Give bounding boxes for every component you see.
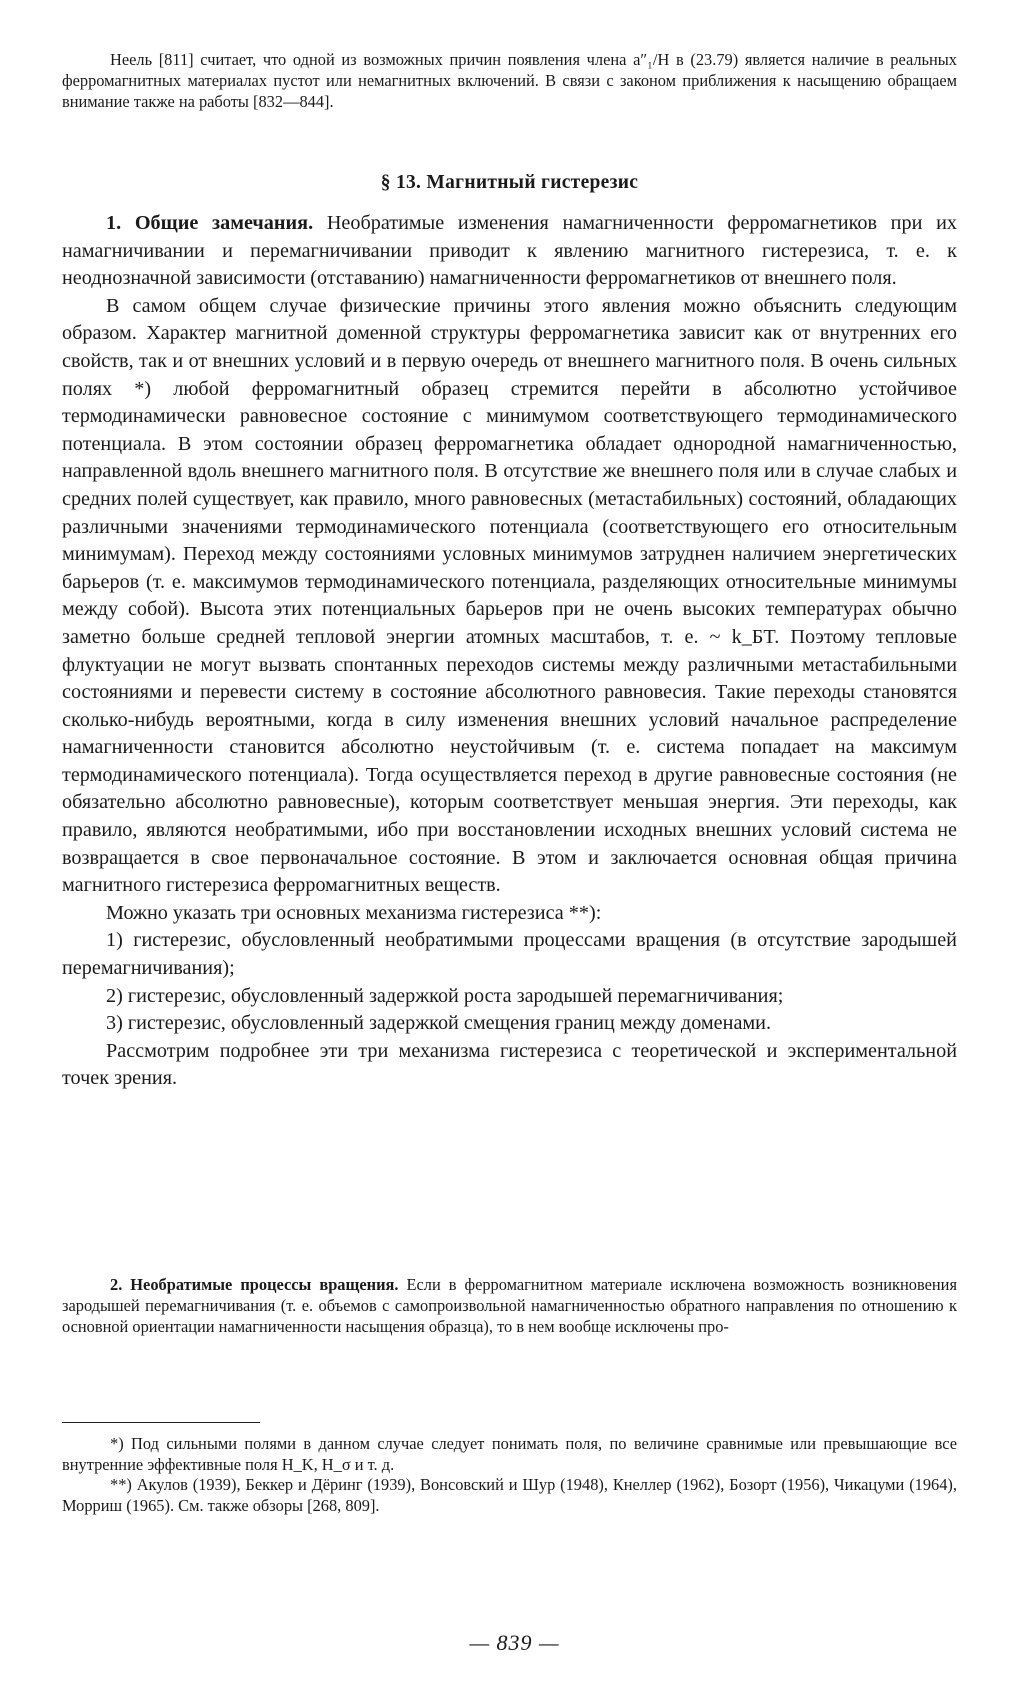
list-item: 3) гистерезис, обусловленный задержкой смещения границ между доменами.	[106, 1012, 772, 1035]
footnote: *) Под сильными полями в данном случае следует понимать поля, по величине сравнимые или превышающие все внутренние эффективные поля H_K, H_σ и т. д.	[62, 1434, 957, 1474]
paragraph: В самом общем случае физические причины этого явления можно объяснить следующим образом. Характер магнитной доменной структуры ферромагнетика зависит как от внутренних его свойств, так и от внешних условий и в первую очередь от внешнего магнитного поля. В очень сильных полях *) любой ферромагнитный образец стремится перейти в абсолютно устойчивое термодинамически равновесное состояние с минимумом соответствующего термодинамического потенциала. В этом состоянии образец ферромагнетика обладает однородной намагниченностью, направленной вдоль внешнего магнитного поля. В отсутствие же внешнего поля или в случае слабых и средних полей существует, как правило, много равновесных (метастабильных) состояний, обладающих различными значениями термодинамического потенциала (соответствующего его относительным минимумам). Переход между состояниями условных минимумов затруднен наличием энергетических барьеров (т. е. максимумов термодинамического потенциала, разделяющих относительные минимумы между собой). Высота этих потенциальных барьеров при не очень высоких температурах обычно заметно больше средней тепловой энергии атомных масштабов, т. е. ~ k_БT. Поэтому тепловые флуктуации не могут вызвать спонтанных переходов системы между различными метастабильными состояниями и перевести систему в состояние абсолютного равновесия. Такие переходы становятся сколько-нибудь вероятными, когда в силу изменения внешних условий начальное распределение намагниченности становится абсолютно неустойчивым (т. е. система попадает на максимум термодинамического потенциала). Тогда осуществляется переход в другие равновесные состояния (не обязательно абсолютно равновесные), которым соответствует меньшая энергия. Эти переходы, как правило, являются необратимыми, ибо при восстановлении исходных внешних условий система не возвращается в свое первоначальное состояние. В этом и заключается основная общая причина магнитного гистерезиса ферромагнитных веществ.	[62, 294, 957, 897]
paragraph: Рассмотрим подробнее эти три механизма гистерезиса с теоретической и экспериментальной точек зрения.	[62, 1039, 957, 1090]
footnote-separator	[62, 1422, 260, 1423]
subsection-2-text: Если в ферромагнитном материале исключена возможность возникновения зародышей перемагничивания (т. е. объемов с самопроизвольной намагниченностью обратного направления по отношению к основной ориентации намагниченности насыщения образца), то в нем вообще исключены про-	[62, 1275, 957, 1336]
subsection-1-title: 1. Общие замечания.	[106, 212, 314, 234]
footnote: **) Акулов (1939), Беккер и Дёринг (1939), Вонсовский и Шур (1948), Кнеллер (1962), Бозорт (1956), Чикацуми (1964), Морриш (1965). См. также обзоры [268, 809].	[62, 1475, 957, 1515]
subsection-2	[62, 1275, 957, 1337]
list-item: 1) гистерезис, обусловленный необратимыми процессами вращения (в отсутствие зародышей перемагничивания);	[62, 929, 957, 980]
paragraph: Можно указать три основных механизма гистерезиса **):	[106, 901, 602, 924]
main-text	[62, 210, 957, 1093]
footnotes	[62, 1434, 957, 1516]
page-number: — 839 —	[469, 1630, 560, 1655]
subsection-2-title: 2. Необратимые процессы вращения.	[110, 1275, 399, 1294]
list-item: 2) гистерезис, обусловленный задержкой роста зародышей перемагничивания;	[106, 984, 784, 1007]
subsection-1-text: Необратимые изменения намагниченности ферромагнетиков при их намагничивании и перемагничивании приводит к явлению магнитного гистерезиса, т. е. к неоднозначной зависимости (отставанию) намагниченности ферромагнетиков от внешнего поля.	[62, 212, 957, 290]
subsection-1	[62, 210, 957, 293]
section-title: § 13. Магнитный гистерезис	[380, 172, 639, 193]
intro-paragraph: Неель [811] считает, что одной из возможных причин появления члена a″₁/H в (23.79) является наличие в реальных ферромагнитных материалах пустот или немагнитных включений. В связи с законом приближения к насыщению обращаем внимание также на работы [832—844].	[62, 50, 957, 111]
